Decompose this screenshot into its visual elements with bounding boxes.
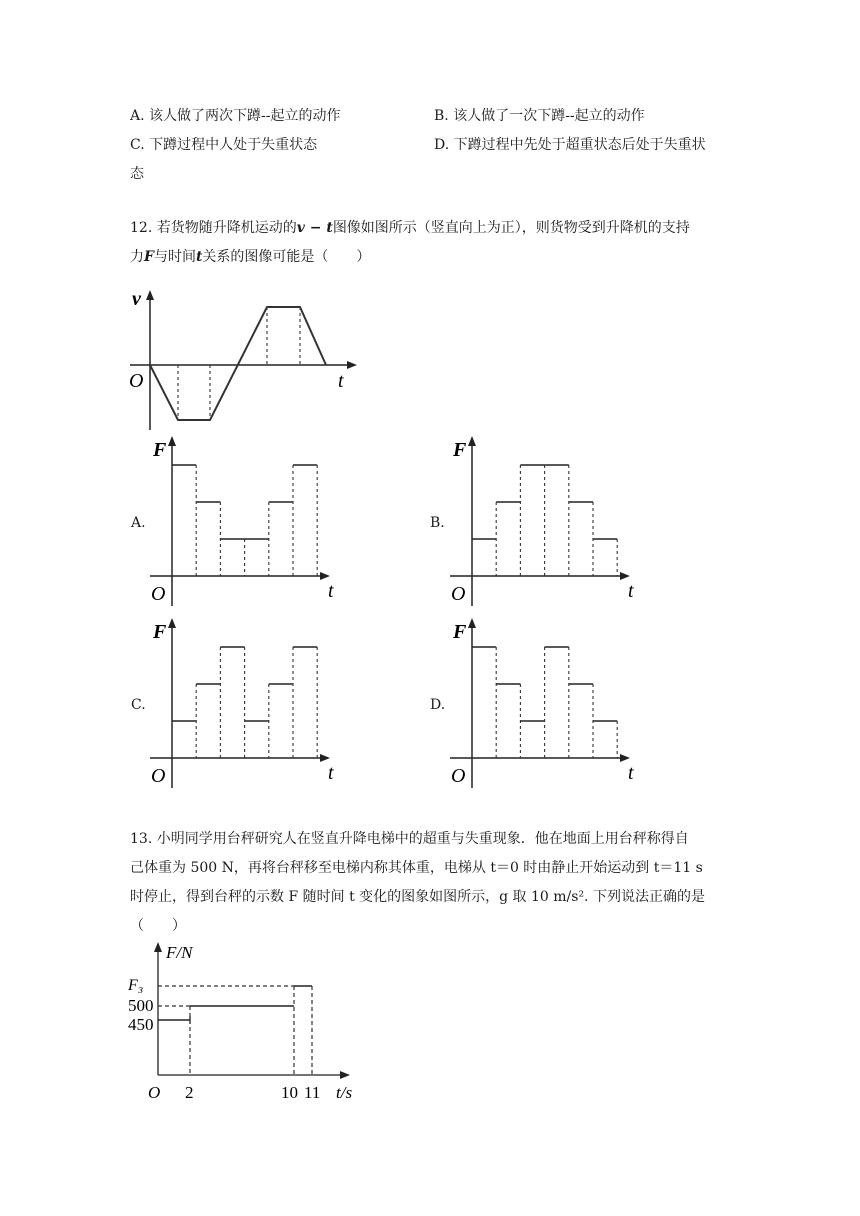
ft-x-arrow [620,572,630,580]
q13-x-tick-10: 10 [281,1083,298,1102]
q11-option-b: B. 该人做了一次下蹲--起立的动作 [434,108,645,124]
q12-option-a-label: A. [131,515,146,531]
ft-x-label: t [328,762,334,784]
q12-option-a-graph [145,436,345,606]
q13-x-tick-2: 2 [185,1083,194,1102]
q13-stem-line3: 时停止，得到台秤的示数 F 随时间 t 变化的图象如图所示，g 取 10 m/s². 下列说法正确的是 [130,889,705,905]
q13-y-tick-500: 500 [128,996,154,1015]
ft-y-label: F [153,439,167,461]
q13-stem-line1: 13. 小明同学用台秤研究人在竖直升降电梯中的超重与失重现象．他在地面上用台秤称得自 [130,831,689,847]
vt-x-label: t [338,370,344,392]
ft-y-label: F [453,439,467,461]
q12-option-b-label: B. [430,515,445,531]
q12-vt-symbol: v − t [296,220,333,236]
q13-y-tick-450: 450 [128,1015,154,1034]
ft-origin: O [151,765,166,787]
q12-stem-text: 12. 若货物随升降机运动的 [130,220,297,236]
ft-x-arrow [620,754,630,762]
ft-origin: O [451,583,466,605]
q12-option-d-graph [445,618,645,788]
vt-origin: O [129,370,144,392]
vt-y-arrow [146,290,154,300]
ft-y-arrow [468,618,476,628]
q13-stem-line2: 己体重为 500 N，再将台秤移至电梯内称其体重，电梯从 t＝0 时由静止开始运动到 t＝11 s [130,860,703,876]
q13-x-arrow [340,1071,350,1079]
ft-x-arrow [320,572,330,580]
q13-y-tick-F3: F₃ [128,977,144,994]
q13-x-tick-11: 11 [304,1083,321,1102]
q12-stem-text-5: 关系的图像可能是（ ） [202,249,371,265]
ft-origin: O [151,583,166,605]
q13-ft-graph [128,940,368,1100]
q12-stem-text-3: 力 [130,249,144,265]
q11-option-d: D. 下蹲过程中先处于超重状态后处于失重状 [434,137,706,153]
q12-option-c-label: C. [131,697,146,713]
q11-option-d-wrap: 态 [130,166,144,182]
ft-y-arrow [468,436,476,446]
q12-stem-text-2: 图像如图所示（竖直向上为正），则货物受到升降机的支持 [332,220,690,236]
q12-option-d-label: D. [430,697,446,713]
q12-stem-line2 [130,247,370,267]
q11-option-c: C. 下蹲过程中人处于失重状态 [130,137,318,153]
ft-y-label: F [453,621,467,643]
q11-option-a: A. 该人做了两次下蹲--起立的动作 [130,108,341,124]
q12-vt-graph [125,290,365,430]
q13-stem-line4: （ ） [130,918,186,934]
vt-x-arrow [347,361,357,369]
ft-y-arrow [168,436,176,446]
q13-x-label: t/s [336,1083,353,1102]
ft-x-label: t [628,762,634,784]
q12-stem-line1 [130,218,690,238]
ft-x-label: t [628,580,634,602]
ft-y-arrow [168,618,176,628]
q13-origin: O [148,1083,161,1102]
ft-x-label: t [328,580,334,602]
ft-x-arrow [320,754,330,762]
ft-origin: O [451,765,466,787]
q13-y-label: F/N [166,943,193,962]
q12-option-c-graph [145,618,345,788]
q12-option-b-graph [445,436,645,606]
ft-y-label: F [153,621,167,643]
q12-F-symbol: F [144,249,154,265]
q12-t-symbol: t [195,249,203,265]
q12-stem-text-4: 与时间 [153,249,196,265]
vt-y-label: v [132,288,141,310]
q13-y-arrow [154,942,162,952]
